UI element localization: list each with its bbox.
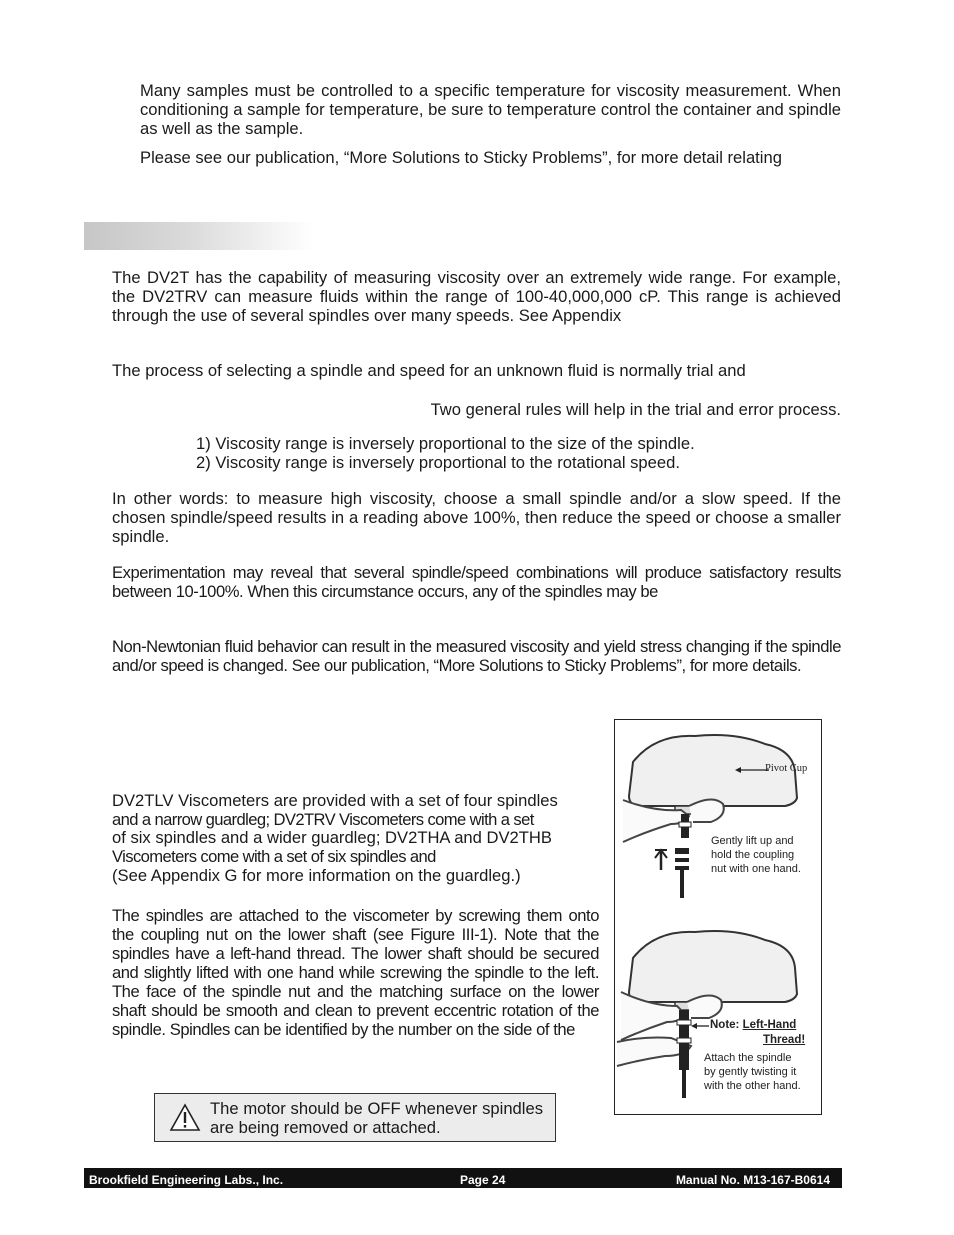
note-left-hand: Left-Hand: [742, 1019, 797, 1031]
attach-instruction-line-1: Attach the spindle: [704, 1052, 792, 1064]
spindle-set-line-5: (See Appendix G for more information on the guardleg.): [112, 866, 521, 885]
other-words-paragraph: In other words: to measure high viscosity, choose a small spindle and/or a slow speed. If the chosen spindle/speed results in a reading above 100%, then reduce the speed or choose a smaller spindle.: [112, 489, 841, 546]
temp-paragraph-2: Please see our publication, “More Solutions to Sticky Problems”, for more detail relating: [140, 148, 782, 167]
footer-manual-number: Manual No. M13-167-B0614: [675, 1173, 830, 1187]
section-header-bar: [84, 222, 314, 250]
temp-paragraph-1: Many samples must be controlled to a specific temperature for viscosity measurement. When conditioning a sample for temperature, be sure to temperature control the container and spindle as well as the sample.: [140, 81, 841, 138]
rule-item-1: 1) Viscosity range is inversely proportional to the size of the spindle.: [196, 434, 695, 453]
lift-instruction-line-3: nut with one hand.: [711, 863, 801, 875]
note-prefix: Note:: [710, 1019, 743, 1031]
selection-paragraph-1: The process of selecting a spindle and speed for an unknown fluid is normally trial and: [112, 361, 746, 380]
motor-warning-box: [154, 1093, 556, 1142]
warning-triangle-icon: [169, 1103, 201, 1133]
spindle-set-line-2: and a narrow guardleg; DV2TRV Viscometers come with a set: [112, 810, 534, 829]
spindle-set-line-1: DV2TLV Viscometers are provided with a set of four spindles: [112, 791, 558, 810]
spindle-attach-paragraph: The spindles are attached to the viscometer by screwing them onto the coupling nut on the lower shaft (see Figure III-1). Note that the spindles have a left-hand thread. The lower shaft should be secured and slightly lifted with one hand while screwing the spindle to the left. The face of the spindle nut and the matching surface on the lower shaft should be smooth and clean to prevent eccentric rotation of the spindle. Spindles can be identified by the number on the side of the: [112, 906, 599, 1039]
attach-instruction-line-3: with the other hand.: [704, 1080, 801, 1092]
spindle-set-line-4: Viscometers come with a set of six spindles and: [112, 847, 436, 866]
lift-instruction-line-1: Gently lift up and: [711, 835, 794, 847]
spindle-set-line-3: of six spindles and a wider guardleg; DV2THA and DV2THB: [112, 828, 552, 847]
selection-paragraph-2: Two general rules will help in the trial and error process.: [430, 400, 841, 419]
page-footer: [84, 1168, 842, 1188]
range-paragraph: The DV2T has the capability of measuring viscosity over an extremely wide range. For example, the DV2TRV can measure fluids within the range of 100-40,000,000 cP. This range is achieved through the use of several spindles over many speeds. See Appendix: [112, 268, 841, 325]
non-newtonian-paragraph: Non-Newtonian fluid behavior can result in the measured viscosity and yield stress changing if the spindle and/or speed is changed. See our publication, “More Solutions to Sticky Problems”, for more details.: [112, 637, 841, 675]
pivot-cup-label: Pivot Cup: [765, 763, 808, 774]
left-hand-thread-note: [710, 1018, 796, 1032]
rule-item-2: 2) Viscosity range is inversely proportional to the rotational speed.: [196, 453, 680, 472]
footer-company: Brookfield Engineering Labs., Inc.: [89, 1173, 284, 1187]
experimentation-paragraph: Experimentation may reveal that several spindle/speed combinations will produce satisfactory results between 10-100%. When this circumstance occurs, any of the spindles may be: [112, 563, 841, 601]
thread-note: Thread!: [763, 1034, 806, 1046]
attach-instruction-line-2: by gently twisting it: [704, 1066, 797, 1078]
lift-instruction-line-2: hold the coupling: [711, 849, 795, 861]
figure-spindle-attachment: [614, 719, 822, 1115]
warning-text: The motor should be OFF whenever spindles are being removed or attached.: [210, 1099, 543, 1137]
footer-page-number: Page 24: [460, 1173, 506, 1187]
